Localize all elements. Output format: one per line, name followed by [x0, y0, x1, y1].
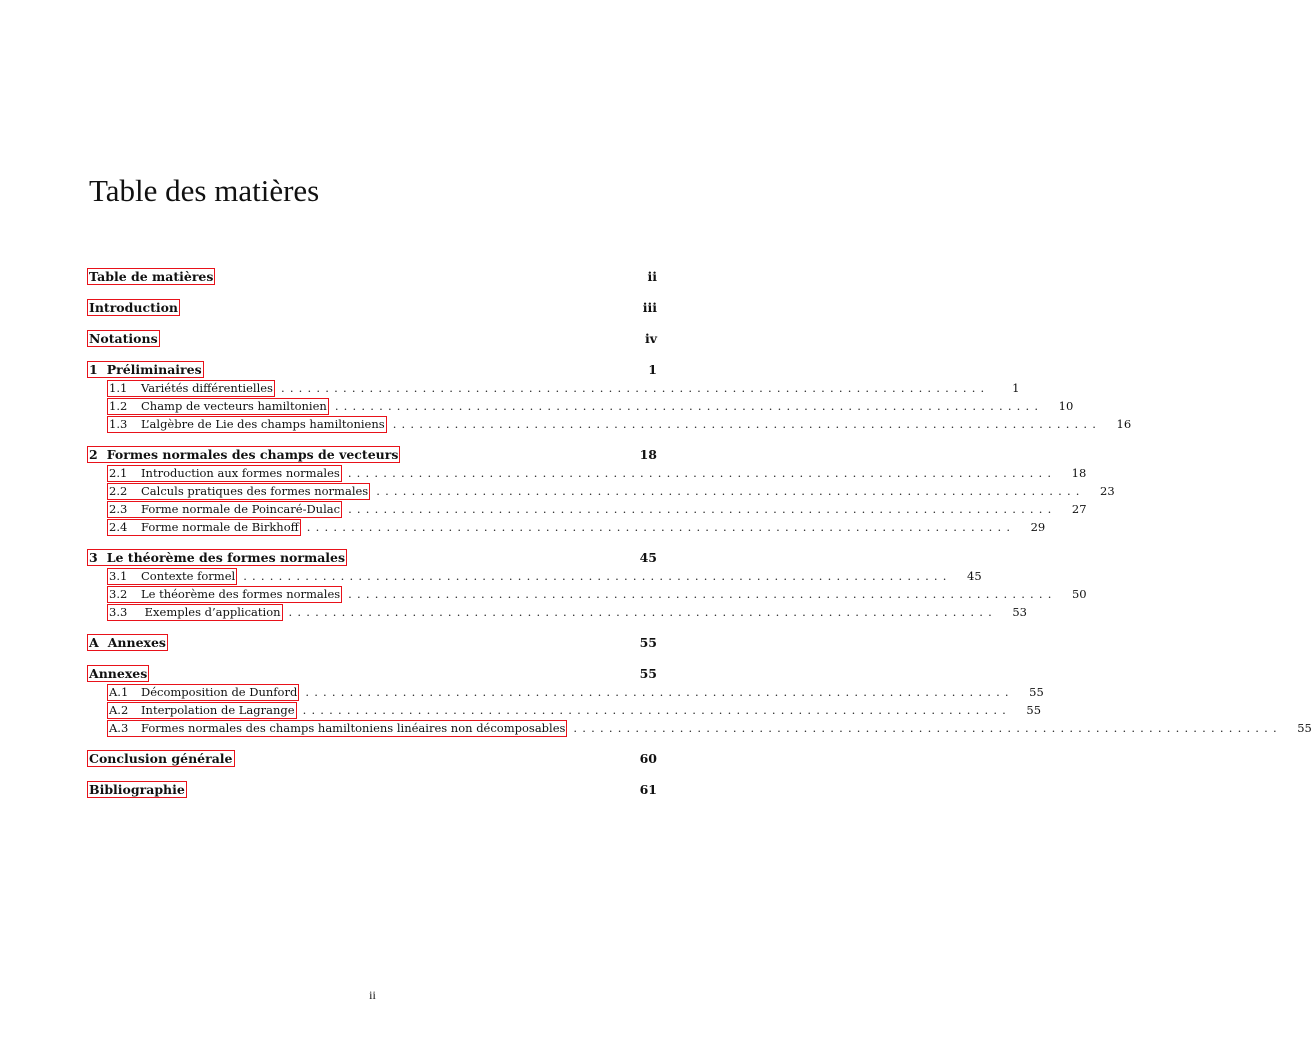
toc-section-entry — [87, 683, 1044, 701]
dot-leader: ................................................................................ — [348, 587, 1057, 601]
toc-entry-number: 1.2 — [109, 399, 128, 413]
toc-link[interactable] — [107, 684, 299, 701]
toc-link[interactable] — [107, 519, 301, 536]
dot-leader: ................................................................................ — [348, 502, 1057, 516]
toc-section-entry — [87, 603, 1027, 621]
dot-leader: ................................................................................ — [347, 466, 1057, 480]
toc-chapter-entry — [87, 750, 657, 768]
toc-chapter-entry — [87, 446, 657, 464]
toc-link[interactable] — [87, 665, 149, 682]
toc-link[interactable] — [87, 268, 215, 285]
toc-entry-number: 1.1 — [109, 381, 128, 395]
toc-section-entry — [87, 500, 1087, 518]
toc-entry-label: Forme normale de Birkhoff — [141, 520, 299, 534]
toc-chapter-entry — [87, 330, 657, 348]
toc-page-number: 1 — [648, 362, 657, 377]
toc-page-number: 55 — [1297, 721, 1312, 735]
toc-entry-number: 1 — [89, 362, 98, 377]
toc-entry-label: Annexes — [107, 635, 166, 650]
toc-page-number: 45 — [639, 550, 657, 565]
toc-page-number: 55 — [1026, 703, 1042, 717]
toc-entry-label: Forme normale de Poincaré-Dulac — [141, 502, 341, 516]
toc-section-entry — [87, 719, 1312, 737]
toc-section-entry — [87, 585, 1087, 603]
toc-link[interactable] — [87, 299, 180, 316]
toc-section-entry — [87, 397, 1074, 415]
toc-section-entry — [87, 701, 1042, 719]
toc-chapter-entry — [87, 665, 657, 683]
toc-entry-label: Le théorème des formes normales — [141, 587, 341, 601]
toc-entry-label: Préliminaires — [106, 362, 202, 377]
toc-entry-label: Notations — [89, 331, 158, 346]
table-of-contents — [87, 268, 1312, 799]
toc-page-number: iv — [644, 331, 657, 346]
toc-link[interactable] — [87, 781, 187, 798]
toc-section-entry — [87, 415, 1132, 433]
toc-page-number: 1 — [1012, 381, 1020, 395]
toc-entry-label: L’algèbre de Lie des champs hamiltoniens — [141, 417, 385, 431]
toc-section-entry — [87, 567, 982, 585]
toc-entry-number: 3.1 — [109, 569, 128, 583]
toc-chapter-entry — [87, 299, 657, 317]
toc-link[interactable] — [107, 568, 237, 585]
toc-section-entry — [87, 518, 1046, 536]
toc-page-number: ii — [647, 269, 657, 284]
toc-entry-number: 3.3 — [109, 605, 128, 619]
dot-leader: ................................................................................ — [243, 569, 952, 583]
toc-entry-number: A.3 — [109, 721, 129, 735]
toc-link[interactable] — [107, 501, 342, 518]
dot-leader: ................................................................................ — [306, 520, 1016, 534]
toc-entry-number: 3 — [89, 550, 98, 565]
toc-link[interactable] — [107, 465, 342, 482]
toc-entry-label: Champ de vecteurs hamiltonien — [141, 399, 327, 413]
toc-page-number: 50 — [1071, 587, 1087, 601]
dot-leader: ................................................................................ — [288, 605, 997, 619]
toc-link[interactable] — [107, 483, 370, 500]
toc-chapter-entry — [87, 634, 657, 652]
toc-entry-number: 3.2 — [109, 587, 128, 601]
dot-leader: ................................................................................ — [302, 703, 1012, 717]
toc-entry-label: Introduction aux formes normales — [141, 466, 340, 480]
toc-entry-label: Formes normales des champs de vecteurs — [106, 447, 399, 462]
toc-entry-label: Exemples d’application — [141, 605, 281, 619]
toc-section-entry — [87, 379, 1020, 397]
toc-entry-label: Interpolation de Lagrange — [141, 703, 295, 717]
toc-link[interactable] — [107, 720, 567, 737]
toc-section-entry — [87, 482, 1115, 500]
toc-link[interactable] — [87, 750, 235, 767]
toc-entry-label: Table de matières — [89, 269, 214, 284]
toc-link[interactable] — [107, 702, 297, 719]
page-title: Table des matières — [89, 173, 320, 208]
toc-chapter-entry — [87, 268, 657, 286]
toc-page-number: 16 — [1116, 417, 1132, 431]
dot-leader: ................................................................................ — [305, 685, 1014, 699]
toc-link[interactable] — [87, 446, 400, 463]
toc-page-number: iii — [642, 300, 657, 315]
toc-entry-number: 2.3 — [109, 502, 128, 516]
toc-page-number: 55 — [639, 666, 657, 681]
toc-entry-label: Formes normales des champs hamiltoniens linéaires non décomposables — [141, 721, 566, 735]
toc-link[interactable] — [107, 380, 275, 397]
toc-page-number: 27 — [1071, 502, 1087, 516]
toc-entry-number: 2.1 — [109, 466, 128, 480]
dot-leader: ................................................................................ — [280, 381, 990, 395]
toc-page-number: 18 — [639, 447, 657, 462]
toc-page-number: 45 — [967, 569, 982, 583]
page-number: ii — [369, 988, 376, 1002]
toc-entry-number: 2 — [89, 447, 98, 462]
toc-entry-label: Introduction — [89, 300, 179, 315]
toc-link[interactable] — [107, 604, 283, 621]
toc-entry-number: 2.2 — [109, 484, 128, 498]
toc-link[interactable] — [107, 398, 329, 415]
toc-entry-label: Variétés différentielles — [141, 381, 273, 395]
dot-leader: ................................................................................ — [573, 721, 1282, 735]
toc-page-number: 10 — [1058, 399, 1074, 413]
toc-link[interactable] — [107, 586, 342, 603]
toc-entry-label: Contexte formel — [141, 569, 236, 583]
toc-page-number: 55 — [1029, 685, 1044, 699]
toc-entry-label: Conclusion générale — [89, 751, 233, 766]
toc-chapter-entry — [87, 549, 657, 567]
toc-entry-label: Le théorème des formes normales — [106, 550, 346, 565]
dot-leader: ................................................................................ — [392, 417, 1102, 431]
toc-entry-label: Bibliographie — [89, 782, 185, 797]
toc-page-number: 55 — [639, 635, 657, 650]
toc-link[interactable] — [87, 330, 160, 347]
toc-page-number: 61 — [639, 782, 657, 797]
toc-page-number: 23 — [1100, 484, 1115, 498]
toc-page-number: 60 — [639, 751, 657, 766]
toc-entry-label: Annexes — [89, 666, 148, 681]
toc-chapter-entry — [87, 361, 657, 379]
toc-page-number: 18 — [1071, 466, 1087, 480]
toc-section-entry — [87, 464, 1087, 482]
toc-page-number: 29 — [1030, 520, 1046, 534]
toc-link[interactable] — [87, 549, 347, 566]
toc-entry-number: A.1 — [109, 685, 129, 699]
dot-leader: ................................................................................ — [334, 399, 1044, 413]
toc-entry-number: 1.3 — [109, 417, 128, 431]
toc-chapter-entry — [87, 781, 657, 799]
toc-link[interactable] — [107, 416, 387, 433]
toc-entry-number: 2.4 — [109, 520, 128, 534]
toc-link[interactable] — [87, 361, 204, 378]
toc-link[interactable] — [87, 634, 168, 651]
dot-leader: ................................................................................ — [376, 484, 1085, 498]
toc-page-number: 53 — [1012, 605, 1027, 619]
toc-entry-number: A.2 — [109, 703, 129, 717]
toc-entry-label: Décomposition de Dunford — [141, 685, 298, 699]
toc-entry-label: Calculs pratiques des formes normales — [141, 484, 369, 498]
toc-entry-number: A — [89, 635, 99, 650]
